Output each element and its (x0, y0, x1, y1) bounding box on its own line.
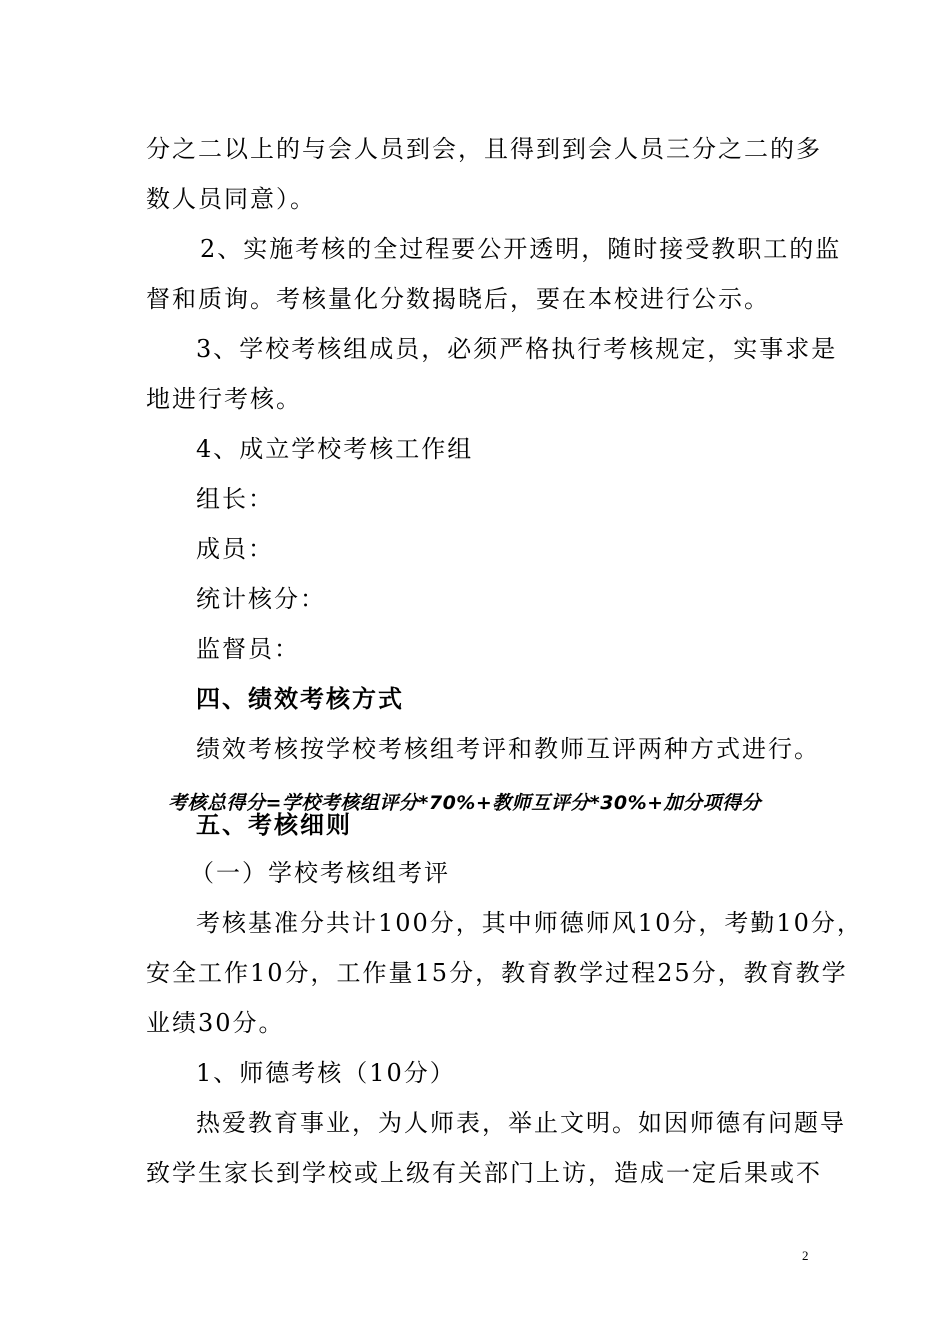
paragraph-line: 督和质询。考核量化分数揭晓后，要在本校进行公示。 (146, 285, 770, 313)
label-group-leader: 组长： (196, 485, 274, 513)
heading-section-5: 五、考核细则 (196, 811, 352, 839)
paragraph-line: 致学生家长到学校或上级有关部门上访，造成一定后果或不 (146, 1159, 822, 1187)
paragraph-line: 2、实施考核的全过程要公开透明，随时接受教职工的监 (200, 235, 842, 263)
subheading: （一）学校考核组考评 (190, 859, 450, 887)
paragraph-line: 绩效考核按学校考核组考评和教师互评两种方式进行。 (196, 735, 820, 763)
label-statistics: 统计核分： (196, 585, 326, 613)
section-heading: 4、成立学校考核工作组 (196, 435, 474, 463)
subheading: 1、师德考核（10分） (196, 1059, 456, 1087)
page-number: 2 (802, 1248, 809, 1263)
paragraph-line: 考核基准分共计100分，其中师德师风10分，考勤10分， (196, 909, 863, 937)
paragraph-line: 分之二以上的与会人员到会，且得到到会人员三分之二的多 (146, 135, 822, 163)
label-members: 成员： (196, 535, 274, 563)
paragraph-line: 数人员同意）。 (146, 185, 316, 213)
paragraph-line: 热爱教育事业，为人师表，举止文明。如因师德有问题导 (196, 1109, 846, 1137)
paragraph-line: 安全工作10分，工作量15分，教育教学过程25分，教育教学 (146, 959, 848, 987)
paragraph-line: 3、学校考核组成员，必须严格执行考核规定，实事求是 (196, 335, 838, 363)
paragraph-line: 地进行考核。 (146, 385, 302, 413)
heading-section-4: 四、绩效考核方式 (196, 685, 404, 713)
paragraph-line: 业绩30分。 (146, 1009, 285, 1037)
score-formula: 考核总得分=学校考核组评分*70%+教师互评分*30%+加分项得分 (168, 792, 762, 814)
label-supervisor: 监督员： (196, 635, 300, 663)
